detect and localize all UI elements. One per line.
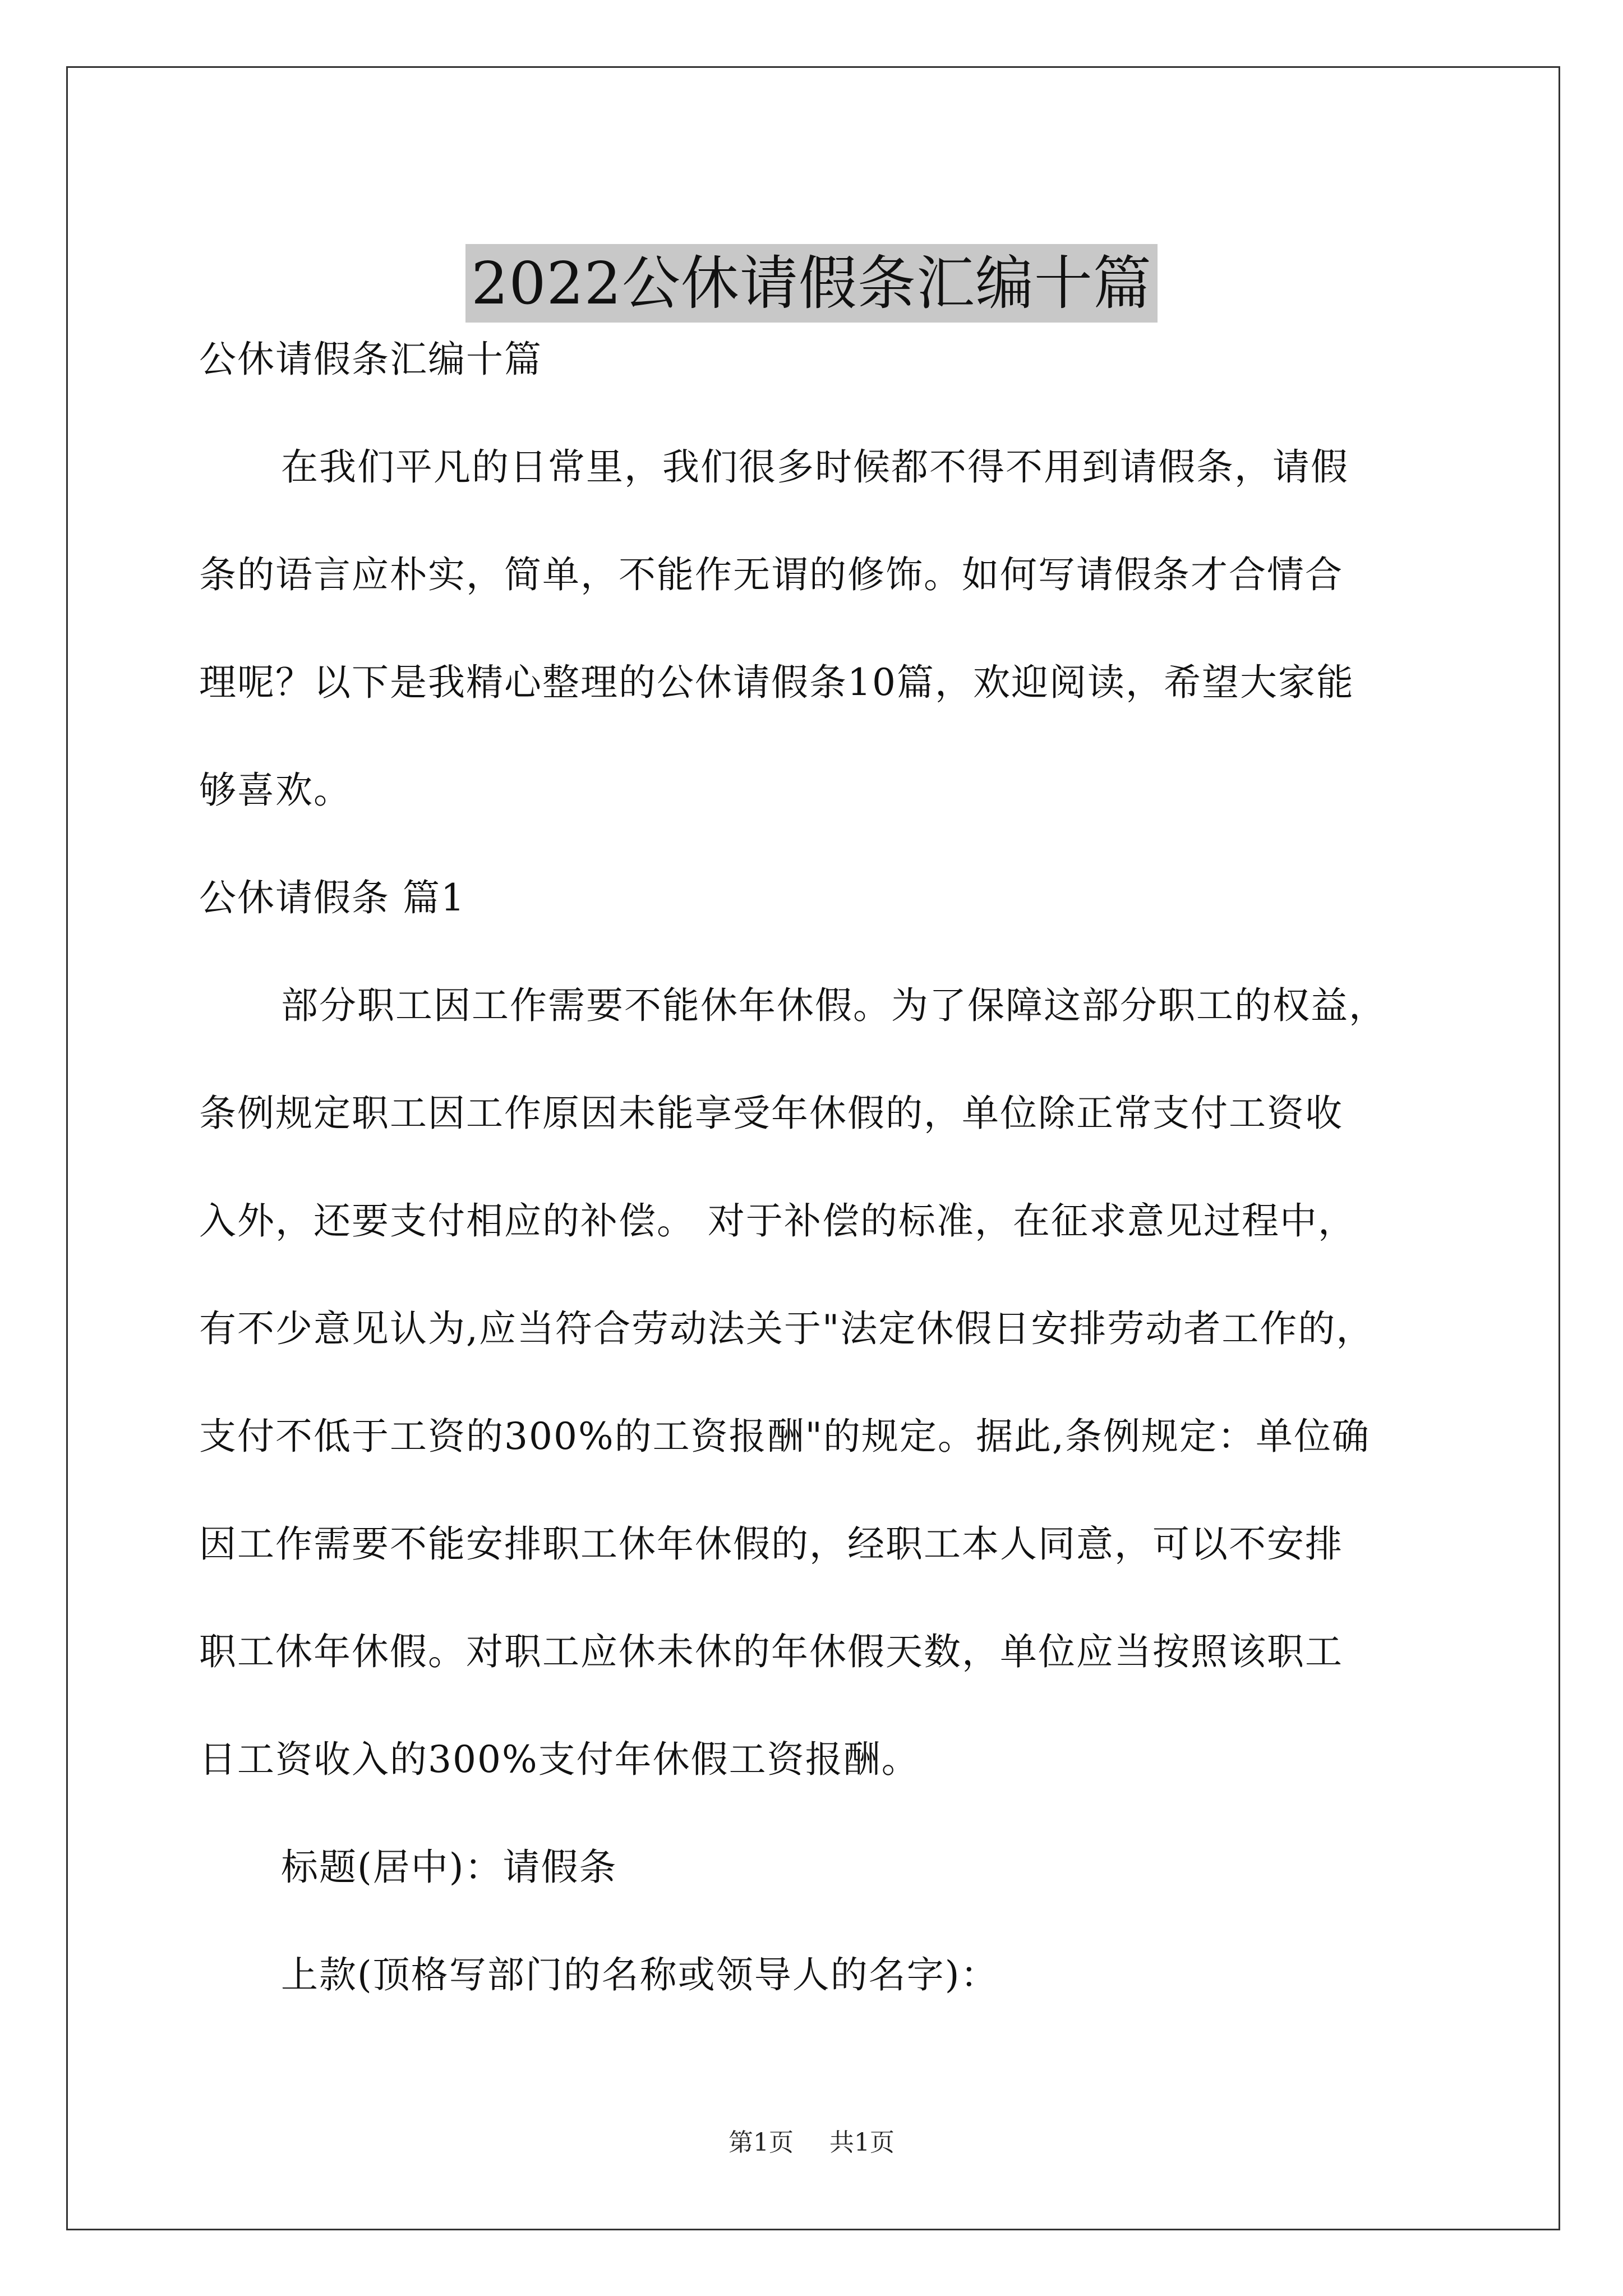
text-line: 标题(居中)：请假条	[281, 1846, 617, 1889]
text-line: 因工作需要不能安排职工休年休假的，经职工本人同意，可以不安排	[199, 1522, 1343, 1566]
text-line: 条例规定职工因工作原因未能享受年休假的，单位除正常支付工资收	[199, 1092, 1343, 1135]
text-line: 公休请假条 篇1	[199, 876, 465, 919]
text-line: 有不少意见认为,应当符合劳动法关于"法定休假日安排劳动者工作的，	[199, 1307, 1375, 1350]
text-line: 够喜欢。	[199, 769, 352, 812]
page-number: 第1页	[728, 2128, 794, 2157]
text-line: 理呢？以下是我精心整理的公休请假条10篇，欢迎阅读，希望大家能	[199, 661, 1354, 704]
text-line: 在我们平凡的日常里，我们很多时候都不得不用到请假条，请假	[281, 445, 1349, 489]
text-line: 公休请假条汇编十篇	[199, 338, 542, 381]
text-line: 入外，还要支付相应的补偿。 对于补偿的标准，在征求意见过程中，	[199, 1199, 1356, 1243]
text-line: 上款(顶格写部门的名称或领导人的名字)：	[281, 1953, 999, 1996]
document-body	[199, 306, 1433, 2029]
text-line: 部分职工因工作需要不能休年休假。为了保障这部分职工的权益，	[281, 984, 1387, 1027]
text-line: 支付不低于工资的300%的工资报酬"的规定。据此,条例规定：单位确	[199, 1415, 1371, 1458]
text-line: 日工资收入的300%支付年休假工资报酬。	[199, 1738, 920, 1781]
text-line: 职工休年休假。对职工应休未休的年休假天数，单位应当按照该职工	[199, 1630, 1343, 1673]
document-title: 2022公休请假条汇编十篇	[465, 244, 1158, 323]
page-total: 共1页	[829, 2128, 895, 2157]
text-line: 条的语言应朴实，简单，不能作无谓的修饰。如何写请假条才合情合	[199, 553, 1343, 596]
page-footer	[0, 2126, 1623, 2160]
